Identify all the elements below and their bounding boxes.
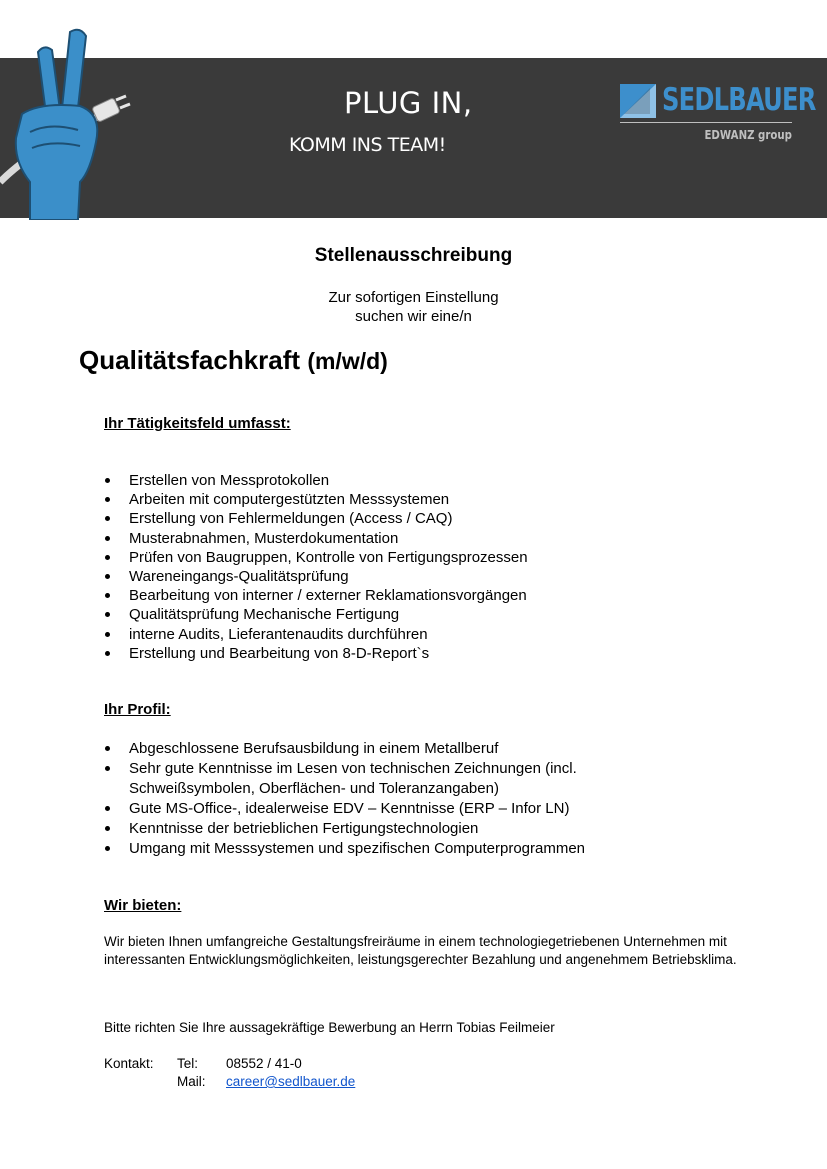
tasks-heading: Ihr Tätigkeitsfeld umfasst: xyxy=(104,415,291,432)
list-item: Gute MS-Office-, idealerweise EDV – Kenntnisse (ERP – Infor LN) xyxy=(104,799,664,819)
mail-label: Mail: xyxy=(177,1074,206,1089)
list-item: Arbeiten mit computergestützten Messsystemen xyxy=(104,490,744,509)
list-item: Erstellung und Bearbeitung von 8-D-Report`s xyxy=(104,644,744,663)
list-item: Umgang mit Messsystemen und spezifischen Computerprogrammen xyxy=(104,839,664,859)
sedlbauer-logo xyxy=(620,82,816,148)
list-item: Erstellen von Messprotokollen xyxy=(104,471,744,490)
logo-divider xyxy=(620,122,792,123)
list-item: Bearbeitung von interner / externer Reklamationsvorgängen xyxy=(104,586,744,605)
tel-label: Tel: xyxy=(177,1056,199,1071)
list-item: Erstellung von Fehlermeldungen (Access / CAQ) xyxy=(104,509,744,528)
tel-number: 08552 / 41-0 xyxy=(226,1056,302,1071)
document-title: Stellenausschreibung xyxy=(314,245,513,266)
victory-hand-plug-icon xyxy=(0,22,140,220)
offer-text: Wir bieten Ihnen umfangreiche Gestaltungsfreiräume in einem technologiegetriebenen Unternehmen mit interessanten Entwicklungsmöglichkeiten, leistungsgerechter Bezahlung und angenehmem Betriebsklima. xyxy=(104,934,737,967)
job-title-suffix: (m/w/d) xyxy=(307,348,388,374)
banner-subheadline: KOMM INS TEAM! xyxy=(289,134,446,156)
tasks-list xyxy=(104,471,744,663)
profile-heading: Ihr Profil: xyxy=(104,701,171,718)
list-item: Sehr gute Kenntnisse im Lesen von technischen Zeichnungen (incl. Schweißsymbolen, Oberflächen- und Toleranzangaben) xyxy=(104,759,664,799)
offer-heading: Wir bieten: xyxy=(104,897,182,914)
list-item: Kenntnisse der betrieblichen Fertigungstechnologien xyxy=(104,819,664,839)
contact-label: Kontakt: xyxy=(104,1056,154,1071)
job-title-name: Qualitätsfachkraft xyxy=(79,345,301,375)
logo-mark-icon xyxy=(620,84,656,118)
intro-line-2: suchen wir eine/n xyxy=(355,308,472,325)
profile-list xyxy=(104,739,664,859)
list-item: interne Audits, Lieferantenaudits durchführen xyxy=(104,625,744,644)
list-item: Qualitätsprüfung Mechanische Fertigung xyxy=(104,605,744,624)
logo-group: EDWANZ group xyxy=(704,128,792,142)
logo-name: SEDLBAUER xyxy=(662,82,816,118)
email-link[interactable]: career@sedlbauer.de xyxy=(226,1074,356,1089)
banner-headline: PLUG IN, xyxy=(344,86,473,120)
closing-text: Bitte richten Sie Ihre aussagekräftige Bewerbung an Herrn Tobias Feilmeier xyxy=(104,1020,555,1035)
list-item: Musterabnahmen, Musterdokumentation xyxy=(104,529,744,548)
list-item: Abgeschlossene Berufsausbildung in einem Metallberuf xyxy=(104,739,664,759)
intro-text xyxy=(0,288,827,326)
list-item: Prüfen von Baugruppen, Kontrolle von Fertigungsprozessen xyxy=(104,548,744,567)
list-item: Wareneingangs-Qualitätsprüfung xyxy=(104,567,744,586)
job-title xyxy=(79,345,388,376)
intro-line-1: Zur sofortigen Einstellung xyxy=(328,289,499,306)
